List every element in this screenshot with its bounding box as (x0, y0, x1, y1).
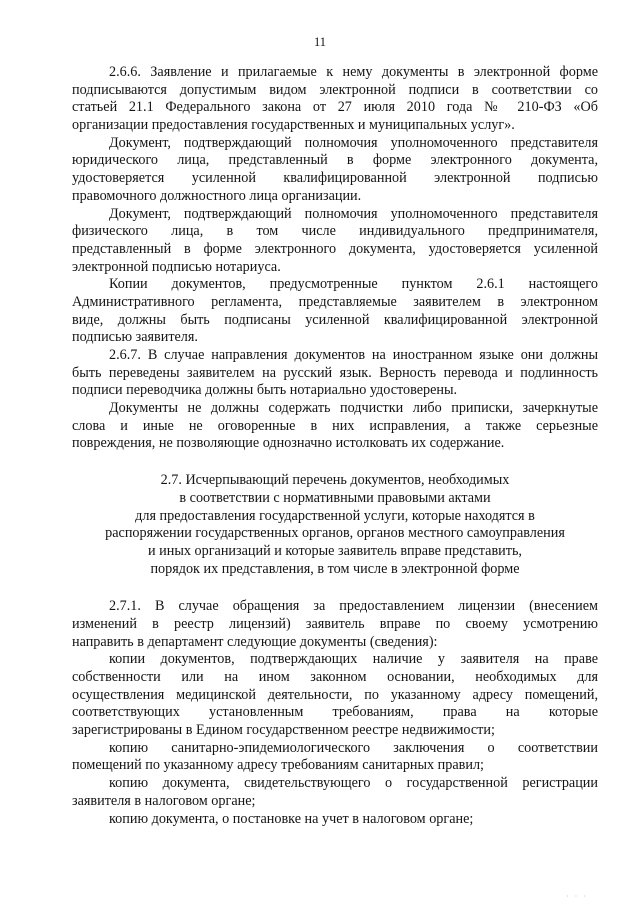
text-line: подписи переводчика должны быть нотариально удостоверены. (72, 382, 458, 399)
text-line: статьей 21.1 Федерального закона от 27 июля 2010 года № 210-ФЗ «Об (72, 99, 598, 116)
heading-line: для предоставления государственной услуги, которые находятся в (135, 507, 535, 524)
text-line: Документ, подтверждающий полномочия уполномоченного представителя (109, 134, 598, 151)
list-item-premises-documents (72, 651, 598, 739)
text-line: копию документа, о постановке на учет в налоговом органе; (109, 810, 474, 827)
paragraph-document-copies (72, 276, 598, 347)
text-line: 2.6.6. Заявление и прилагаемые к нему документы в электронной форме (109, 64, 598, 80)
text-line: Административного регламента, представляемые заявителем в электронном (72, 293, 598, 310)
text-line: электронной подписью нотариуса. (72, 258, 281, 275)
paragraph-individual-authority (72, 206, 598, 277)
paragraph-2-6-7 (72, 347, 598, 400)
text-line: заявителя в налоговом органе; (72, 792, 256, 809)
heading-line: порядок их представления, в том числе в электронной форме (150, 560, 520, 577)
paragraph-legal-entity-authority (72, 135, 598, 206)
paragraph-no-corrections (72, 400, 598, 453)
text-line: правомочного должностного лица организации. (72, 187, 362, 204)
text-line: копию документа, свидетельствующего о государственной регистрации (109, 775, 598, 792)
text-line: удостоверяется усиленной квалифицированной электронной подписью (72, 170, 598, 187)
text-line: физического лица, в том числе индивидуального предпринимателя, (72, 223, 598, 240)
heading-line: распоряжении государственных органов, органов местного самоуправления (105, 525, 565, 542)
text-line: зарегистрированы в Едином государственном реестре недвижимости; (72, 722, 495, 739)
text-line: копии документов, подтверждающих наличие у заявителя на праве (109, 651, 598, 668)
text-line: Копии документов, предусмотренные пунктом 2.6.1 настоящего (109, 276, 598, 293)
list-item-tax-registration (72, 775, 598, 810)
text-line: слова и иные не оговоренные в них исправления, а также серьезные (72, 417, 598, 434)
text-line: 2.7.1. В случае обращения за предоставлением лицензии (внесением (109, 598, 598, 615)
paragraph-2-7-1 (72, 598, 598, 651)
text-line: помещений по указанному адресу требованиям санитарных правил; (72, 757, 484, 774)
document-body (72, 64, 598, 828)
text-line: организации предоставления государственных и муниципальных услуг». (72, 117, 515, 134)
paragraph-2-6-6 (72, 64, 598, 135)
text-line: соответствующих установленным требованиям, права на которые (72, 704, 598, 721)
text-line: юридического лица, представленный в форме электронного документа, (72, 152, 598, 169)
text-line: копию санитарно-эпидемиологического заключения о соответствии (109, 739, 598, 756)
text-line: Документы не должны содержать подчистки либо приписки, зачеркнутые (109, 400, 598, 417)
text-line: быть переведены заявителем на русский язык. Верность перевода и подлинность (72, 364, 598, 381)
text-line: виде, должны быть подписаны усиленной квалифицированной электронной (72, 311, 598, 328)
text-line: 2.6.7. В случае направления документов на иностранном языке они должны (109, 347, 598, 363)
list-item-sanitary-conclusion (72, 740, 598, 775)
section-heading-2-7 (72, 472, 598, 578)
heading-line: в соответствии с нормативными правовыми актами (179, 489, 491, 506)
text-line: собственности или на ином законном основании, необходимых для (72, 669, 598, 685)
text-line: подписью заявителя. (72, 329, 198, 346)
page-number: 11 (313, 35, 327, 49)
scan-mark: · · · (566, 892, 588, 901)
list-item-tax-account (72, 811, 598, 829)
text-line: направить в департамент следующие документы (сведения): (72, 633, 438, 650)
text-line: изменений в реестр лицензий) заявитель вправе по своему усмотрению (72, 615, 598, 632)
text-line: осуществления медицинской деятельности, по указанному адресу помещений, (72, 686, 598, 703)
heading-line: 2.7. Исчерпывающий перечень документов, необходимых (160, 472, 510, 489)
text-line: подписываются допустимым видом электронной подписи в соответствии со (72, 81, 598, 98)
heading-line: и иных организаций и которые заявитель вправе представить, (148, 542, 522, 559)
text-line: представленный в форме электронного документа, удостоверяется усиленной (72, 240, 598, 257)
text-line: Документ, подтверждающий полномочия уполномоченного представителя (109, 205, 598, 222)
text-line: повреждения, не позволяющие однозначно истолковать их содержание. (72, 435, 505, 452)
